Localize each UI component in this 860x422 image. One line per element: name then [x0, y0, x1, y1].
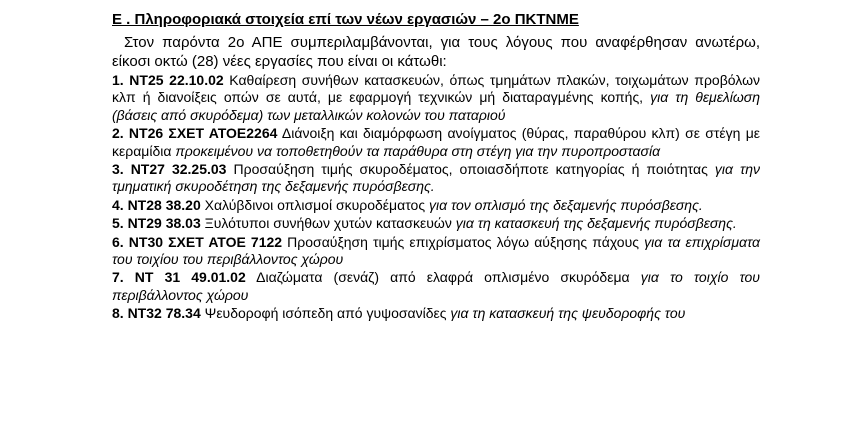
- work-item-purpose: για τον οπλισμό της δεξαμενής πυρόσβεσης.: [425, 196, 703, 213]
- section-heading: Ε . Πληροφοριακά στοιχεία επί των νέων εργασιών – 2ο ΠΚΤΝΜΕ: [112, 11, 579, 28]
- work-item: [112, 305, 760, 322]
- work-item-description: Καθαίρεση συνήθων κατασκευών, όπως τμημάτων πλακών, τοιχωμάτων προβόλων κλπ ή διανοίξεις οπών σε αυτά, με εφαρμογή τεχνικών μή διαταραγμένης κοπής,: [112, 72, 761, 106]
- work-item-code: 3. ΝΤ27 32.25.03: [112, 161, 227, 178]
- work-item: [112, 161, 760, 196]
- work-item-purpose: για την τμηματική σκυροδέτηση της δεξαμενής πυρόσβεσης.: [112, 161, 761, 195]
- work-item-code: 5. ΝΤ29 38.03: [112, 215, 201, 232]
- work-item: [112, 234, 760, 269]
- work-item-code: 7. ΝΤ 31 49.01.02: [112, 269, 246, 286]
- work-item-purpose: προκειμένου να τοποθετηθούν τα παράθυρα στη στέγη για την πυροπροστασία: [171, 142, 661, 159]
- work-item-description: Ψευδοροφή ισόπεδη από γυψοσανίδες: [200, 305, 447, 322]
- work-items-list: [112, 72, 760, 323]
- work-item-description: Προσαύξηση τιμής σκυροδέματος, οποιασδήποτε κατηγορίας ή ποιότητας: [226, 161, 708, 178]
- work-item-purpose: για το τοιχίο του περιβάλλοντος χώρου: [112, 269, 760, 303]
- work-item-description: Προσαύξηση τιμής επιχρίσματος λόγω αύξησης πάχους: [282, 233, 640, 250]
- document-page: [112, 10, 760, 324]
- work-item-purpose: για τη κατασκευή της δεξαμενής πυρόσβεσης.: [451, 215, 737, 232]
- intro-paragraph: Στον παρόντα 2ο ΑΠΕ συμπεριλαμβάνονται, για τους λόγους που αναφέρθησαν ανωτέρω, είκοσι οκτώ (28) νέες εργασίες που είναι οι κάτωθι:: [112, 34, 760, 70]
- work-item-description: Ξυλότυποι συνήθων χυτών κατασκευών: [200, 215, 452, 232]
- work-item-description: Διάνοιξη και διαμόρφωση ανοίγματος (θύρας, παραθύρου κλπ) σε στέγη με κεραμίδια: [112, 125, 760, 159]
- work-item-code: 1. ΝΤ25 22.10.02: [112, 72, 224, 88]
- work-item-code: 6. ΝΤ30 ΣΧΕΤ ΑΤΟΕ 7122: [112, 233, 283, 250]
- work-item-purpose: για τη θεμελίωση (βάσεις από σκυρόδεμα) των μεταλλικών κολονών του παταριού: [112, 89, 760, 123]
- work-item-code: 8. ΝΤ32 78.34: [112, 305, 201, 322]
- work-item-purpose: για τα επιχρίσματα του τοιχίου του περιβάλλοντος χώρου: [112, 233, 760, 268]
- work-item-code: 2. ΝΤ26 ΣΧΕΤ ΑΤΟΕ2264: [112, 125, 278, 142]
- work-item-description: Διαζώματα (σενάζ) από ελαφρά οπλισμένο σκυρόδεμα: [245, 269, 630, 286]
- work-item: [112, 269, 760, 304]
- work-item-purpose: για τη κατασκευή της ψευδοροφής του: [446, 305, 686, 322]
- work-item: [112, 125, 760, 160]
- work-item-description: Χαλύβδινοι οπλισμοί σκυροδέματος: [200, 196, 426, 213]
- work-item-code: 4. ΝΤ28 38.20: [112, 196, 201, 213]
- work-item: [112, 197, 760, 214]
- work-item: [112, 215, 760, 232]
- work-item: [112, 72, 760, 124]
